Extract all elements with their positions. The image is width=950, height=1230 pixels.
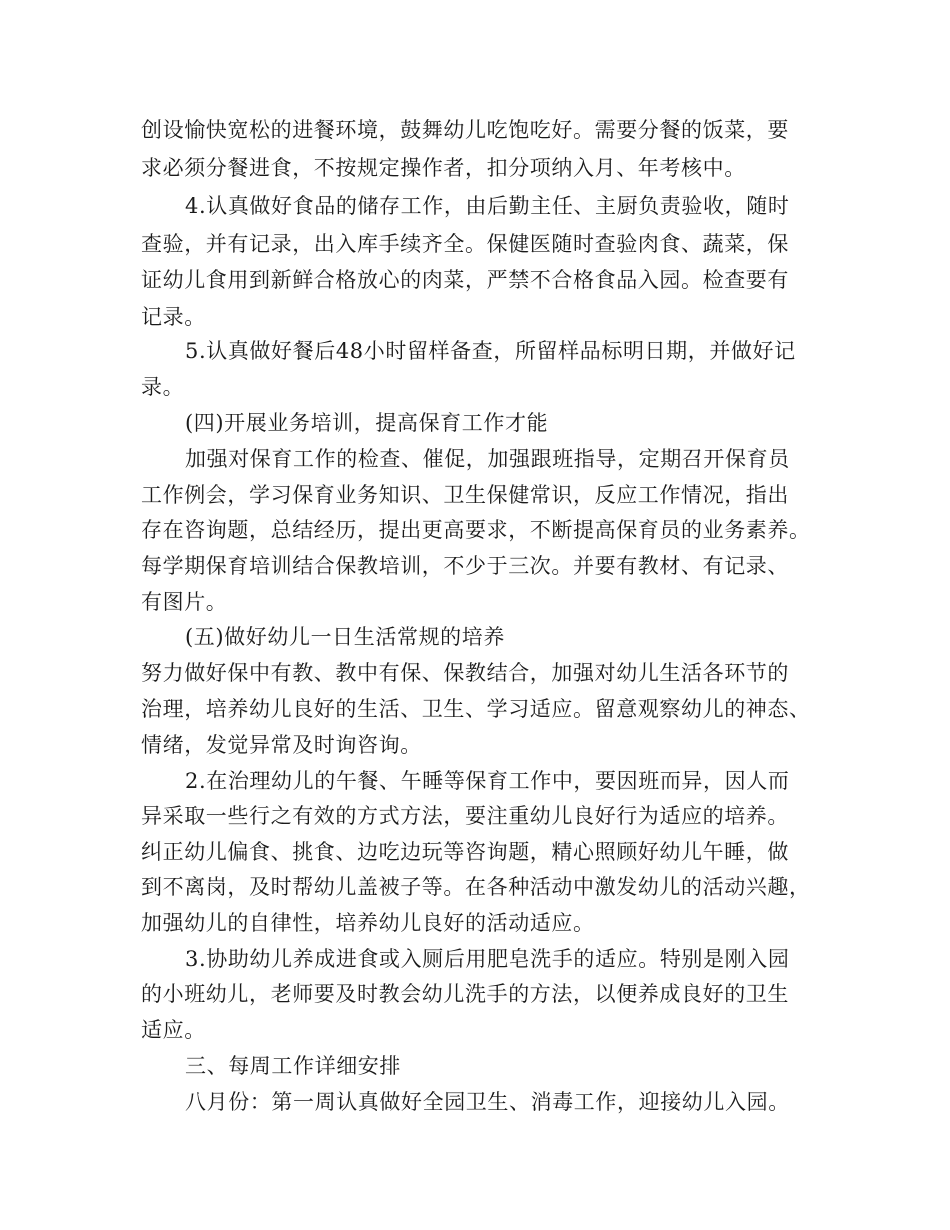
text-line: 4.认真做好食品的储存工作，由后勤主任、主厨负责验收，随时	[185, 194, 790, 218]
text-line: 证幼儿食用到新鲜合格放心的肉菜，严禁不合格食品入园。检查要有	[141, 268, 789, 292]
text-line: 记录。	[141, 305, 206, 329]
section-heading: 三、每周工作详细安排	[185, 1054, 401, 1078]
text-line: 治理，培养幼儿良好的生活、卫生、学习适应。留意观察幼儿的神态、	[141, 697, 811, 721]
text-line: 努力做好保中有教、教中有保、保教结合，加强对幼儿生活各环节的	[141, 661, 789, 685]
text-line: 3.协助幼儿养成进食或入厕后用肥皂洗手的适应。特别是刚入园	[185, 947, 790, 971]
text-line: 5.认真做好餐后48小时留样备查，所留样品标明日期，并做好记	[185, 339, 796, 363]
section-heading: (四)开展业务培训，提高保育工作才能	[185, 411, 549, 435]
text-line: 查验，并有记录，出入库手续齐全。保健医随时查验肉食、蔬菜，保	[141, 232, 789, 256]
text-line: 纠正幼儿偏食、挑食、边吃边玩等咨询题，精心照顾好幼儿午睡，做	[141, 840, 789, 864]
text-line: 每学期保育培训结合保教培训，不少于三次。并要有教材、有记录、	[141, 554, 789, 578]
text-line: 异采取一些行之有效的方式方法，要注重幼儿良好行为适应的培养。	[141, 804, 789, 828]
text-line: 求必须分餐进食，不按规定操作者，扣分项纳入月、年考核中。	[141, 156, 746, 180]
text-line: 2.在治理幼儿的午餐、午睡等保育工作中，要因班而异，因人而	[185, 769, 790, 793]
text-line: 存在咨询题，总结经历，提出更高要求，不断提高保育员的业务素养。	[141, 518, 811, 542]
text-line: 加强幼儿的自律性，培养幼儿良好的活动适应。	[141, 911, 595, 935]
text-line: 情绪，发觉异常及时询咨询。	[141, 733, 422, 757]
text-line: 创设愉快宽松的进餐环境，鼓舞幼儿吃饱吃好。需要分餐的饭菜，要	[141, 118, 789, 142]
text-line: 八月份：第一周认真做好全园卫生、消毒工作，迎接幼儿入园。	[185, 1090, 790, 1114]
text-line: 加强对保育工作的检查、催促，加强跟班指导，定期召开保育员	[185, 447, 790, 471]
text-line: 工作例会，学习保育业务知识、卫生保健常识，反应工作情况，指出	[141, 483, 789, 507]
section-heading: (五)做好幼儿一日生活常规的培养	[185, 625, 505, 649]
text-line: 到不离岗，及时帮幼儿盖被子等。在各种活动中激发幼儿的活动兴趣，	[141, 875, 811, 899]
text-line: 有图片。	[141, 590, 228, 614]
text-line: 适应。	[141, 1018, 206, 1042]
text-line: 录。	[141, 375, 185, 399]
text-line: 的小班幼儿，老师要及时教会幼儿洗手的方法，以便养成良好的卫生	[141, 982, 789, 1006]
